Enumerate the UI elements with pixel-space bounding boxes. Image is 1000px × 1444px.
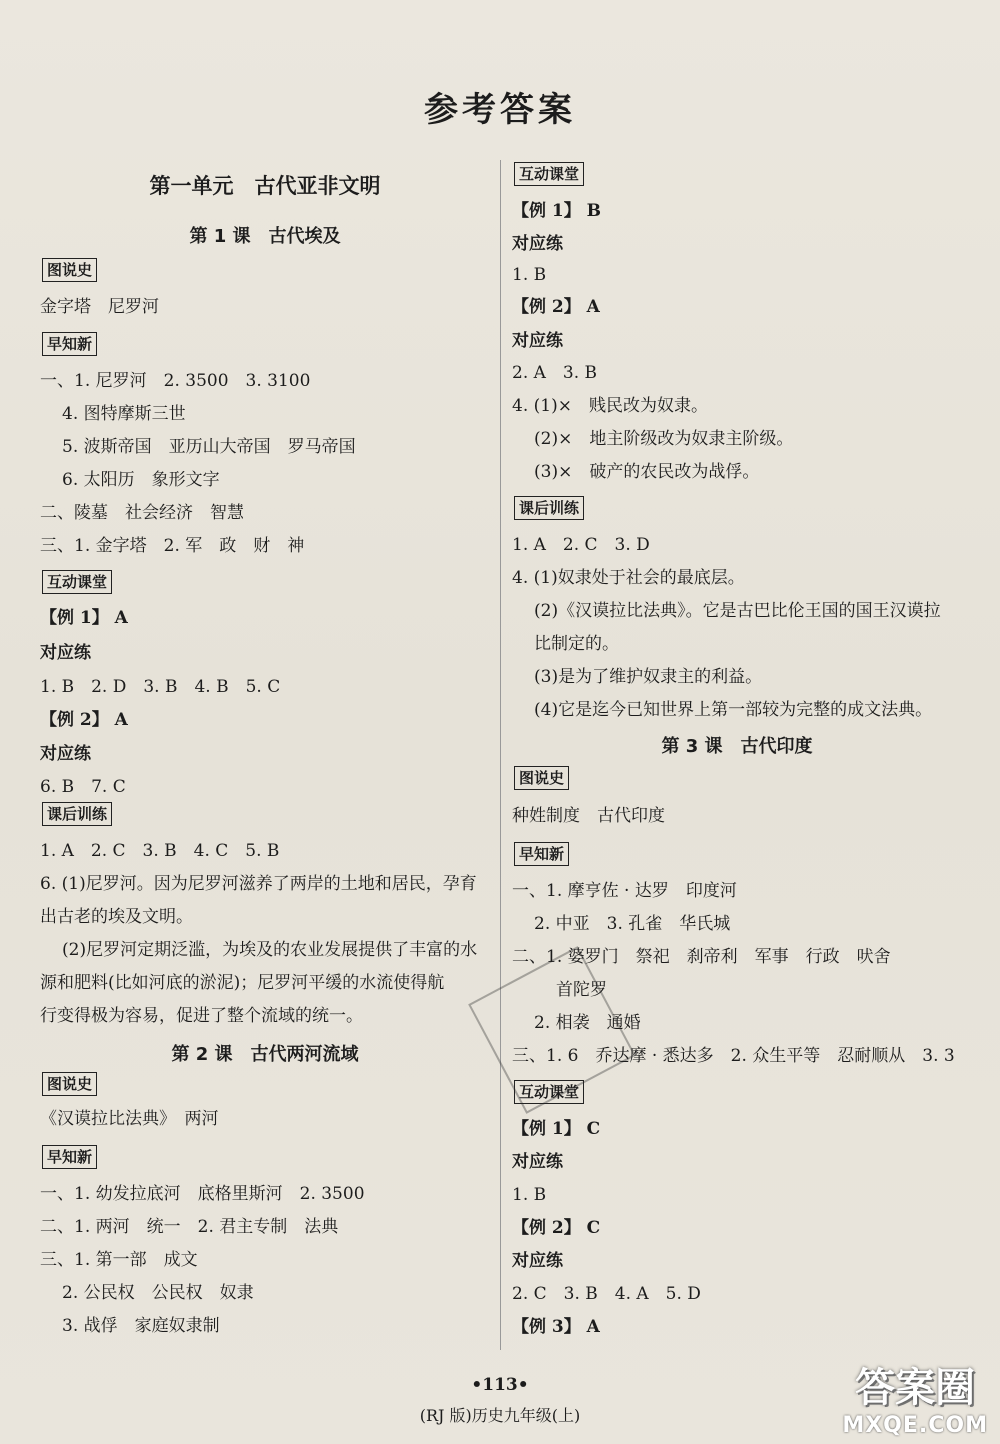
- section-tag-tushuo: 图说史: [514, 766, 569, 790]
- answer-line: 6. 太阳历 象形文字: [62, 470, 220, 490]
- answer-line: 二、1. 两河 统一 2. 君主专制 法典: [40, 1217, 339, 1237]
- answer-line: 3. 战俘 家庭奴隶制: [62, 1316, 220, 1336]
- answer-line: 1. B: [512, 1185, 547, 1205]
- practice-label: 对应练: [40, 744, 91, 764]
- answer-line: (2)《汉谟拉比法典》。它是古巴比伦王国的国王汉谟拉: [534, 601, 941, 621]
- answer-line: 首陀罗: [556, 980, 607, 1000]
- answer-line: 4. (1)奴隶处于社会的最底层。: [512, 568, 745, 588]
- answer-line: 二、陵墓 社会经济 智慧: [40, 503, 244, 523]
- answer-line: 1. A 2. C 3. D: [512, 535, 650, 555]
- answer-line: 一、1. 摩亨佐 · 达罗 印度河: [512, 881, 737, 901]
- section-tag-kehou: 课后训练: [42, 802, 112, 826]
- answer-line: 2. C 3. B 4. A 5. D: [512, 1284, 701, 1304]
- answer-line: 6. B 7. C: [40, 777, 126, 797]
- practice-label: 对应练: [40, 643, 91, 663]
- section-tag-hudong: 互动课堂: [514, 1080, 584, 1104]
- answer-line: (3)× 破产的农民改为战俘。: [534, 462, 760, 482]
- answer-line: 行变得极为容易，促进了整个流域的统一。: [40, 1006, 363, 1026]
- stamp-mark: [468, 946, 636, 1114]
- answer-line: 2. 相袭 通婚: [534, 1013, 641, 1033]
- watermark-main: 答案圈: [855, 1365, 976, 1411]
- unit-title: 第一单元 古代亚非文明: [149, 174, 381, 198]
- answer-line: 5. 波斯帝国 亚历山大帝国 罗马帝国: [62, 437, 356, 457]
- answer-line: 2. 公民权 公民权 奴隶: [62, 1283, 254, 1303]
- practice-label: 对应练: [512, 331, 563, 351]
- example-line: 【例 2】 A: [40, 710, 128, 730]
- practice-label: 对应练: [512, 1251, 563, 1271]
- answer-line: 1. B: [512, 265, 547, 285]
- answer-line: 二、1. 婆罗门 祭祀 刹帝利 军事 行政 吠舍: [512, 947, 891, 967]
- answer-line: 一、1. 尼罗河 2. 3500 3. 3100: [40, 371, 311, 391]
- answer-line: 种姓制度 古代印度: [512, 806, 665, 826]
- answer-line: (3)是为了维护奴隶主的利益。: [534, 667, 763, 687]
- practice-label: 对应练: [512, 1152, 563, 1172]
- watermark-url: MXQE.COM: [842, 1413, 988, 1438]
- book-label: (RJ 版)历史九年级(上): [419, 1406, 581, 1425]
- watermark-logo: [842, 1356, 988, 1438]
- answer-line: 《汉谟拉比法典》 两河: [40, 1109, 219, 1129]
- section-tag-kehou: 课后训练: [514, 496, 584, 520]
- section-tag-tushuo: 图说史: [42, 1072, 97, 1096]
- answer-line: 4. 图特摩斯三世: [62, 404, 186, 424]
- section-tag-tushuo: 图说史: [42, 258, 97, 282]
- answer-line: 6. (1)尼罗河。因为尼罗河滋养了两岸的土地和居民，孕育: [40, 874, 477, 894]
- column-divider: [500, 160, 501, 1350]
- answer-line: 4. (1)× 贱民改为奴隶。: [512, 396, 708, 416]
- lesson-2-title: 第 2 课 古代两河流域: [171, 1044, 359, 1065]
- example-line: 【例 1】 A: [40, 608, 128, 628]
- answer-line: 三、1. 第一部 成文: [40, 1250, 198, 1270]
- answer-line: 1. B 2. D 3. B 4. B 5. C: [40, 677, 281, 697]
- answer-line: 出古老的埃及文明。: [40, 907, 193, 927]
- section-tag-hudong: 互动课堂: [42, 570, 112, 594]
- answer-line: 金字塔 尼罗河: [40, 297, 159, 317]
- example-line: 【例 2】 A: [512, 297, 600, 317]
- answer-line: (2)尼罗河定期泛滥，为埃及的农业发展提供了丰富的水: [62, 940, 478, 960]
- answer-line: (4)它是迄今已知世界上第一部较为完整的成文法典。: [534, 700, 933, 720]
- lesson-3-title: 第 3 课 古代印度: [661, 736, 813, 757]
- answer-line: 比制定的。: [534, 634, 619, 654]
- answer-line: 2. 中亚 3. 孔雀 华氏城: [534, 914, 731, 934]
- section-tag-zaozhi: 早知新: [42, 1145, 97, 1169]
- example-line: 【例 1】 B: [512, 201, 602, 221]
- section-tag-zaozhi: 早知新: [42, 332, 97, 356]
- example-line: 【例 2】 C: [512, 1218, 601, 1238]
- answer-line: (2)× 地主阶级改为奴隶主阶级。: [534, 429, 794, 449]
- answer-line: 源和肥料(比如河底的淤泥)；尼罗河平缓的水流使得航: [40, 973, 445, 993]
- example-line: 【例 3】 A: [512, 1317, 600, 1337]
- answer-line: 1. A 2. C 3. B 4. C 5. B: [40, 841, 280, 861]
- answer-line: 一、1. 幼发拉底河 底格里斯河 2. 3500: [40, 1184, 365, 1204]
- page-number: •113•: [471, 1375, 529, 1395]
- answer-line: 三、1. 金字塔 2. 军 政 财 神: [40, 536, 305, 556]
- answer-line: 三、1. 6 乔达摩 · 悉达多 2. 众生平等 忍耐顺从 3. 3: [512, 1046, 955, 1066]
- practice-label: 对应练: [512, 234, 563, 254]
- section-tag-hudong: 互动课堂: [514, 162, 584, 186]
- answer-line: 2. A 3. B: [512, 363, 598, 383]
- example-line: 【例 1】 C: [512, 1119, 601, 1139]
- lesson-1-title: 第 1 课 古代埃及: [189, 226, 341, 247]
- page-title: 参考答案: [424, 90, 576, 130]
- section-tag-zaozhi: 早知新: [514, 842, 569, 866]
